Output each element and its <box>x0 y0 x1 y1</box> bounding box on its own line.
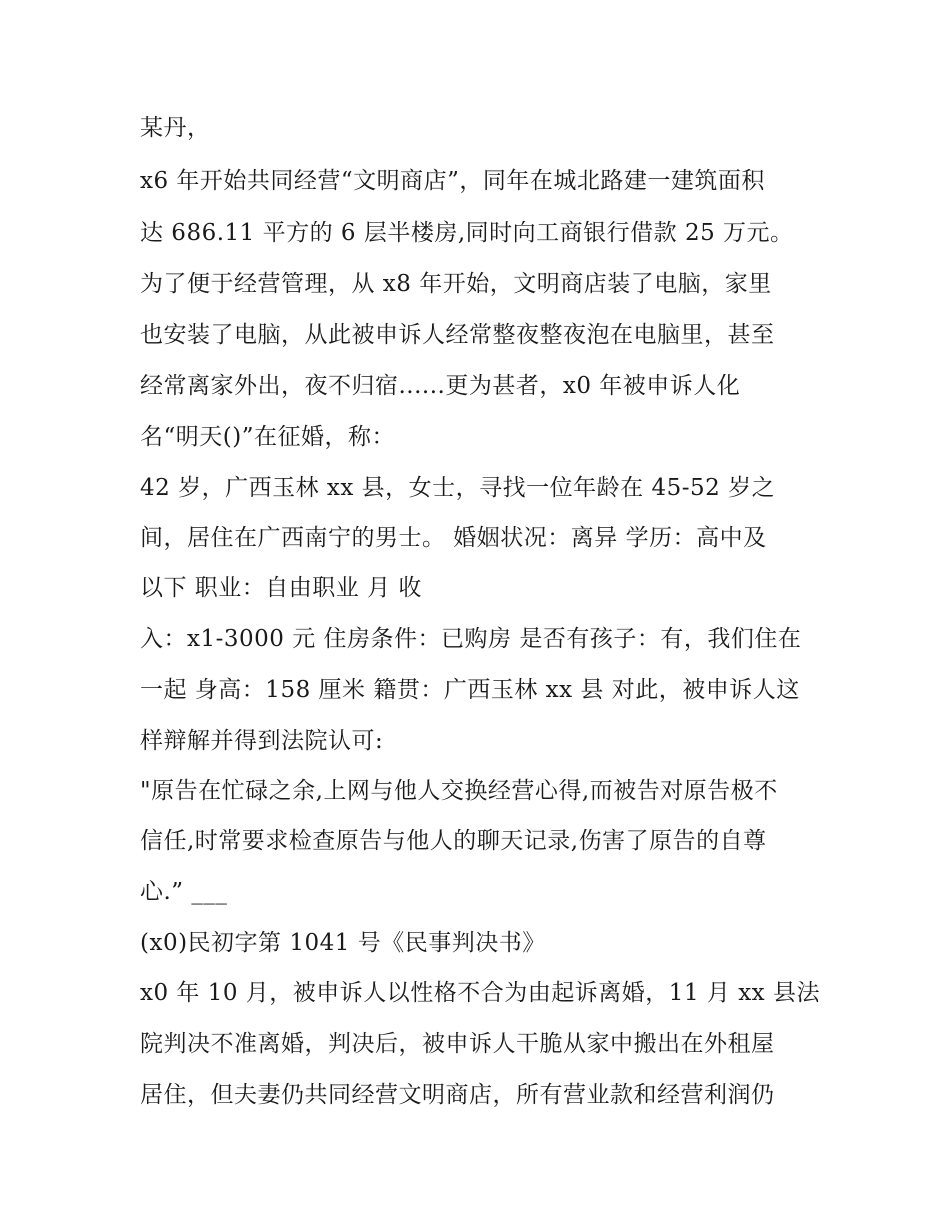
text-line: 名“明天()”在征婚，称： <box>140 424 395 450</box>
text-line: 院判决不准离婚，判决后，被申诉人干脆从家中搬出在外租屋 <box>140 1031 775 1057</box>
text-line: "原告在忙碌之余,上网与他人交换经营心得,而被告对原告极不 <box>140 778 778 804</box>
text-line: 间，居住在广西南宁的男士。 婚姻状况：离异 学历：高中及 <box>140 525 767 551</box>
text-line: 一起 身高：158 厘米 籍贯：广西玉林 xx 县 对此，被申诉人这 <box>140 677 800 703</box>
text-line: 经常离家外出，夜不归宿......更为甚者，x0 年被申诉人化 <box>140 373 741 399</box>
text-line: x6 年开始共同经营“文明商店”，同年在城北路建一建筑面积 <box>140 168 765 194</box>
text-line: 居住，但夫妻仍共同经营文明商店，所有营业款和经营利润仍 <box>140 1082 775 1108</box>
text-line: x0 年 10 月，被申诉人以性格不合为由起诉离婚，11 月 xx 县法 <box>140 980 820 1006</box>
text-line: 以下 职业：自由职业 月 收 <box>140 575 422 601</box>
text-line: 心.” ___ <box>140 879 228 905</box>
text-line: 样辩解并得到法院认可: <box>140 728 384 754</box>
text-line: 42 岁，广西玉林 xx 县，女士，寻找一位年龄在 45-52 岁之 <box>140 475 776 501</box>
text-line: 信任,时常要求检查原告与他人的聊天记录,伤害了原告的自尊 <box>140 828 767 854</box>
text-line: 也安装了电脑，从此被申诉人经常整夜整夜泡在电脑里，甚至 <box>140 322 775 348</box>
text-line: 入：x1-3000 元 住房条件：已购房 是否有孩子：有，我们住在 <box>140 626 802 652</box>
text-line: (x0)民初字第 1041 号《民事判决书》 <box>140 930 546 956</box>
text-line: 某丹， <box>140 115 211 141</box>
text-line: 达 686.11 平方的 6 层半楼房,同时向工商银行借款 25 万元。 <box>140 220 794 246</box>
text-line: 为了便于经营管理，从 x8 年开始，文明商店装了电脑，家里 <box>140 271 772 297</box>
